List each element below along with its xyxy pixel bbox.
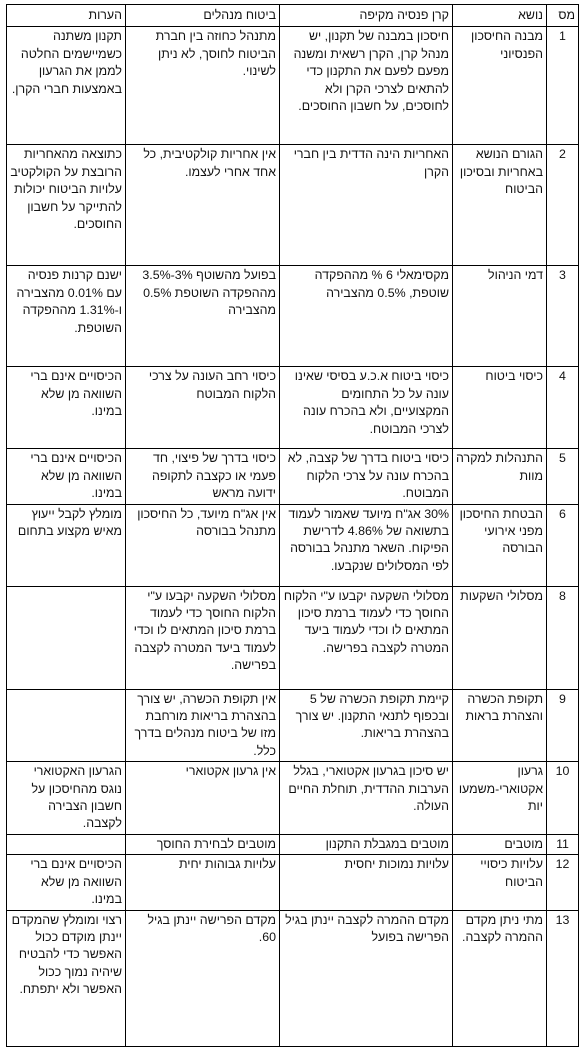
row-fund: כיסוי ביטוח א.כ.ע בסיסי שאינו עונה על כל התחומים המקצועיים, ולא בהכרח עונה לצרכי המבוטח.: [280, 367, 453, 449]
row-manager: אין אג"ח מיועד, כל החיסכון מתנהל בבורסה: [126, 504, 280, 586]
row-num: 2: [547, 145, 579, 266]
table-row: [7, 367, 579, 449]
row-manager: כיסוי בדרך של פיצוי, חד פעמי או כקצבה לתקופה ידועה מראש: [126, 449, 280, 504]
row-fund: מוטבים במגבלת התקנון: [280, 834, 453, 854]
row-topic: מתי ניתן מקדם ההמרה לקצבה.: [453, 910, 547, 1046]
header-row: [7, 5, 579, 27]
row-manager: מתנהל כחוזה בין חברת הביטוח לחוסך, לא ניתן לשינוי.: [126, 27, 280, 145]
row-fund: קיימת תקופת הכשרה של 5 ובכפוף לתנאי התקנון. יש צורך בהצהרת בריאות.: [280, 689, 453, 762]
row-notes: [7, 586, 126, 689]
row-topic: הבטחת החיסכון מפני אירועי הבורסה: [453, 504, 547, 586]
comparison-table: [6, 4, 579, 1047]
row-manager: אין תקופת הכשרה, יש צורך בהצהרת בריאות מורחבת מזו של ביטוח מנהלים בדרך כלל.: [126, 689, 280, 762]
row-topic: מסלולי השקעות: [453, 586, 547, 689]
row-manager: בפועל מהשוטף 3%-3.5% מההפקדה השוטפת 0.5% מהצבירה: [126, 266, 280, 367]
row-num: 5: [547, 449, 579, 504]
row-notes: [7, 689, 126, 762]
row-topic: כיסוי ביטוח: [453, 367, 547, 449]
row-num: 3: [547, 266, 579, 367]
table-row: [7, 586, 579, 689]
row-fund: מקדם ההמרה לקצבה יינתן בגיל הפרישה בפועל: [280, 910, 453, 1046]
row-topic: מוטבים: [453, 834, 547, 854]
header-manager: ביטוח מנהלים: [126, 5, 280, 27]
row-topic: הגורם הנושא באחריות ובסיכון הביטוח: [453, 145, 547, 266]
row-manager: עלויות גבוהות יחית: [126, 855, 280, 910]
row-num: 1: [547, 27, 579, 145]
table-row: [7, 449, 579, 504]
table-row: [7, 762, 579, 835]
row-topic: התנהלות למקרה מוות: [453, 449, 547, 504]
row-notes: הכיסויים אינם ברי השוואה מן שלא במינו.: [7, 855, 126, 910]
row-topic: תקופת הכשרה והצהרת בראות: [453, 689, 547, 762]
row-num: 11: [547, 834, 579, 854]
header-num: מס: [547, 5, 579, 27]
table-row: [7, 266, 579, 367]
row-num: 9: [547, 689, 579, 762]
table-row: [7, 910, 579, 1046]
row-notes: רצוי ומומלץ שהמקדם יינתן מוקדם ככול האפשר כדי להבטיח שיהיה נמוך ככול האפשר ולא יתפתח.: [7, 910, 126, 1046]
row-manager: אין אחריות קולקטיבית, כל אחד אחרי לעצמו.: [126, 145, 280, 266]
row-notes: הכיסויים אינם ברי השוואה מן שלא במינו.: [7, 449, 126, 504]
table-row: [7, 504, 579, 586]
row-notes: [7, 834, 126, 854]
row-num: 8: [547, 586, 579, 689]
row-fund: האחריות הינה הדדית בין חברי הקרן: [280, 145, 453, 266]
row-num: 6: [547, 504, 579, 586]
row-fund: כיסוי ביטוח בדרך של קצבה, לא בהכרח עונה על צרכי הלקוח המבוטח.: [280, 449, 453, 504]
table-row: [7, 27, 579, 145]
row-fund: חיסכון במבנה של תקנון, יש מנהל קרן, הקרן רשאית ומשנה מפעם לפעם את התקנון כדי להתאים לצרכי הקרן ולא לחוסכים, על חשבון החוסכים.: [280, 27, 453, 145]
table-row: [7, 145, 579, 266]
row-notes: ישנם קרנות פנסיה עם 0.01% מהצבירה ו-1.31% מההפקדה השוטפת.: [7, 266, 126, 367]
row-num: 12: [547, 855, 579, 910]
header-notes: הערות: [7, 5, 126, 27]
row-num: 4: [547, 367, 579, 449]
row-fund: עלויות נמוכות יחסית: [280, 855, 453, 910]
row-notes: הכיסויים אינם ברי השוואה מן שלא במינו.: [7, 367, 126, 449]
row-manager: מסלולי השקעה יקבעו ע"י הלקוח החוסך כדי לעמוד ברמת סיכון המתאים לו וכדי לעמוד ביעד המטרה לקצבה בפרישה.: [126, 586, 280, 689]
row-fund: מקסימאלי 6 % מההפקדה שוטפת, 0.5% מהצבירה: [280, 266, 453, 367]
header-fund: קרן פנסיה מקיפה: [280, 5, 453, 27]
row-notes: מומלץ לקבל ייעוץ מאיש מקצוע בתחום: [7, 504, 126, 586]
row-manager: מקדם הפרישה יינתן בגיל 60.: [126, 910, 280, 1046]
row-fund: מסלולי השקעה יקבעו ע"י הלקוח החוסך כדי לעמוד ברמת סיכון המתאים לו וכדי לעמוד ביעד המטרה לקצבה בפרישה.: [280, 586, 453, 689]
table-row: [7, 689, 579, 762]
row-manager: מוטבים לבחירת החוסך: [126, 834, 280, 854]
table-row: [7, 855, 579, 910]
row-notes: הגרעון האקטוארי נוגס מהחיסכון על חשבון הצבירה לקצבה.: [7, 762, 126, 835]
row-fund: יש סיכון בגרעון אקטוארי, בגלל הערבות ההדדית, תוחלת החיים העולה.: [280, 762, 453, 835]
row-topic: עלויות כיסויי הביטוח: [453, 855, 547, 910]
header-topic: נושא: [453, 5, 547, 27]
row-topic: גרעון אקטוארי-משמעויות: [453, 762, 547, 835]
row-manager: אין גרעון אקטוארי: [126, 762, 280, 835]
row-topic: מבנה החיסכון הפנסיוני: [453, 27, 547, 145]
row-notes: כתוצאה מהאחריות הרובצת על הקולקטיב עלויות הביטוח יכולות להתייקר על חשבון החוסכים.: [7, 145, 126, 266]
row-notes: תקנון משתנה כשמיישמים החלטה לממן את הגרעון באמצעות חברי הקרן.: [7, 27, 126, 145]
row-num: 10: [547, 762, 579, 835]
row-manager: כיסוי רחב העונה על צרכי הלקוח המבוטח: [126, 367, 280, 449]
row-num: 13: [547, 910, 579, 1046]
row-topic: דמי הניהול: [453, 266, 547, 367]
row-fund: 30% אג"ח מיועד שאמור לעמוד בתשואה של 4.86% לדרישת הפיקוח. השאר מתנהל בבורסה לפי המסלולים שנקבעו.: [280, 504, 453, 586]
table-row: [7, 834, 579, 854]
